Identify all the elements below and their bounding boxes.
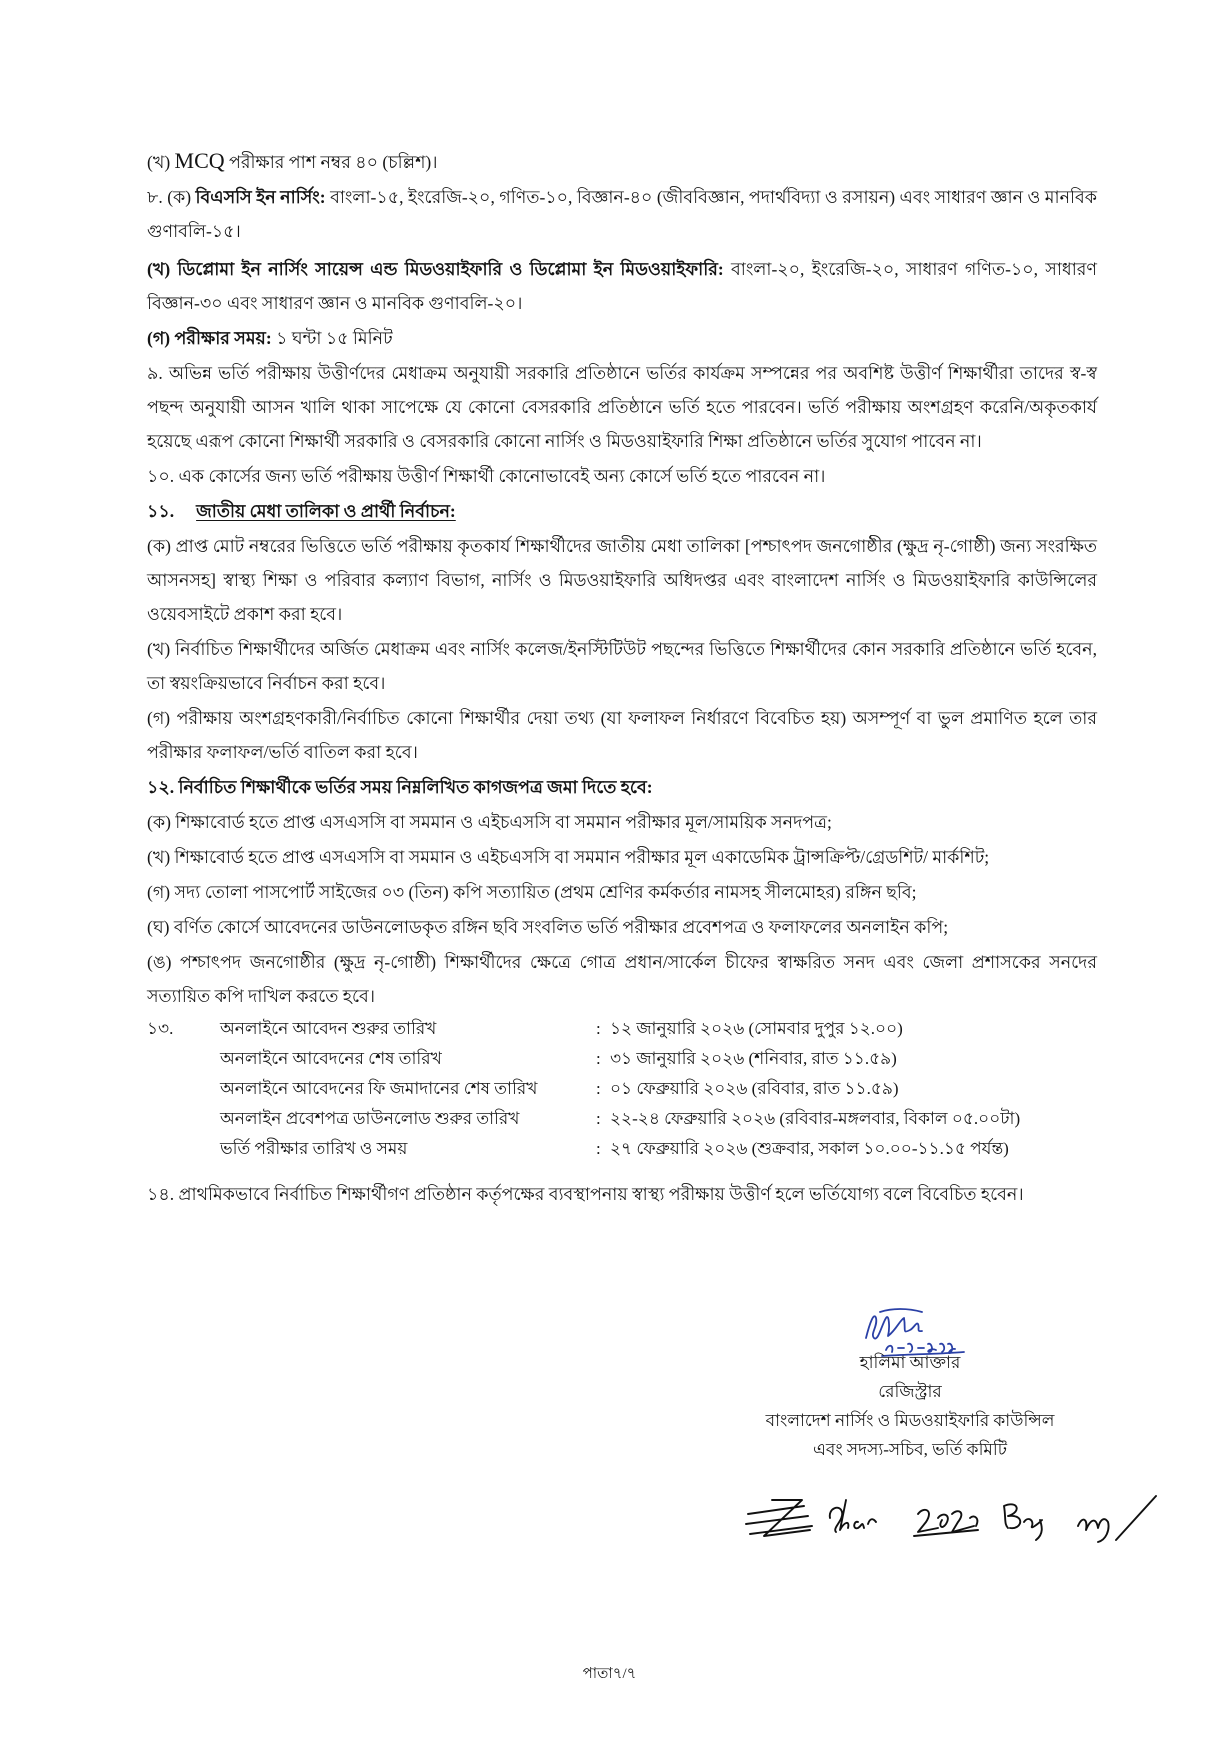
list-item: (খ) নির্বাচিত শিক্ষার্থীদের অর্জিত মেধাক্রম এবং নার্সিং কলেজ/ইনস্টিটিউট পছন্দের ভিত্তিতে শিক্ষার্থীদের কোন সরকারি প্রতিষ্ঠানে ভর্তি হবেন, তা স্বয়ংক্রিয়ভাবে নির্বাচন করা হবে। (147, 639, 1097, 693)
item-9 (147, 356, 1097, 458)
document-body (147, 144, 1097, 1217)
empty-cell (147, 1044, 220, 1074)
item-12e (147, 945, 1097, 1013)
signatory-role: এবং সদস্য-সচিব, ভর্তি কমিটি (812, 1440, 1008, 1459)
item-text: অভিন্ন ভর্তি পরীক্ষায় উত্তীর্ণদের মেধাক্রম অনুযায়ী সরকারি প্রতিষ্ঠানে ভর্তির কার্যক্রম সম্পন্নের পর অবশিষ্ট উত্তীর্ণ শিক্ষার্থীরা তাদের স্ব-স্ব পছন্দ অনুযায়ী আসন খালি থাকা সাপেক্ষে যে কোনো বেসরকারি প্রতিষ্ঠানে ভর্তি হতে পারবেন। ভর্তি পরীক্ষায় অংশগ্রহণ করেনি/অকৃতকার্য হয়েছে এরূপ কোনো শিক্ষার্থী সরকারি ও বেসরকারি কোনো নার্সিং ও মিডওয়াইফারি শিক্ষা প্রতিষ্ঠানে ভর্তির সুযোগ পাবেন না। (147, 363, 1098, 451)
item-number: ১৩. (147, 1019, 174, 1038)
list-item: (ঘ) বর্ণিত কোর্সে আবেদনের ডাউনলোডকৃত রঙ্গিন ছবি সংবলিত ভর্তি পরীক্ষার প্রবেশপত্র ও ফলাফলের অনলাইন কপি; (147, 917, 949, 937)
committee-signature-4 (1004, 1504, 1042, 1540)
item-title: বিএসসি ইন নার্সিং: (195, 187, 326, 207)
item-text: ১ ঘন্টা ১৫ মিনিট (276, 328, 393, 348)
item-title: (গ) পরীক্ষার সময়: (147, 328, 272, 348)
committee-signature-3 (914, 1510, 978, 1536)
empty-cell (147, 1134, 220, 1164)
item-text: বাংলা-১৫, ইংরেজি-২০, গণিত-১০, বিজ্ঞান-৪০ (জীববিজ্ঞান, পদার্থবিদ্যা ও রসায়ন) এবং সাধারণ জ্ঞান ও মানবিক গুণাবলি-১৫। (147, 187, 1098, 241)
item-number: ৮. (147, 187, 163, 207)
item-number: ১০. (147, 466, 175, 486)
schedule-separator: : (596, 1109, 601, 1128)
item-12c (147, 875, 1097, 909)
schedule-separator: : (596, 1049, 601, 1068)
list-item: (গ) পরীক্ষায় অংশগ্রহণকারী/নির্বাচিত কোনো শিক্ষার্থীর দেয়া তথ্য (যা ফলাফল নির্ধারণে বিবেচিত হয়) অসম্পূর্ণ বা ভুল প্রমাণিত হলে তার পরীক্ষার ফলাফল/ভর্তি বাতিল করা হবে। (147, 708, 1097, 762)
empty-cell (147, 1074, 220, 1104)
page-number: পাতা৭/৭ (582, 1666, 637, 1682)
schedule-value: ২২-২৪ ফেব্রুয়ারি ২০২৬ (রবিবার-মঙ্গলবার, বিকাল ০৫.০০টা) (610, 1109, 1021, 1128)
list-item: (খ) শিক্ষাবোর্ড হতে প্রাপ্ত এসএসসি বা সমমান ও এইচএসসি বা সমমান পরীক্ষার মূল একাডেমিক ট্রান্সক্রিপ্ট/গ্রেডশিট/ মার্কশিট; (147, 847, 990, 867)
schedule-separator: : (596, 1019, 601, 1038)
item-12d (147, 910, 1097, 944)
item-8c (147, 321, 1097, 355)
item-8a (147, 180, 1097, 248)
signatory-designation: রেজিস্ট্রার (878, 1382, 942, 1401)
item-14 (147, 1172, 1097, 1216)
list-item: (গ) সদ্য তোলা পাসপোর্ট সাইজের ০৩ (তিন) কপি সত্যায়িত (প্রথম শ্রেণির কর্মকর্তার নামসহ সীলমোহর) রঙ্গিন ছবি; (147, 882, 917, 902)
signatory-block (680, 1348, 1140, 1464)
item-8b (147, 252, 1097, 320)
committee-signature-2 (830, 1500, 876, 1532)
item-number: ৯. (147, 363, 163, 383)
signature-flourish (880, 1309, 922, 1312)
schedule-row (147, 1134, 1090, 1164)
item-11c (147, 701, 1097, 769)
item-number: ১৪. (147, 1184, 175, 1204)
schedule-value: ৩১ জানুয়ারি ২০২৬ (শনিবার, রাত ১১.৫৯) (610, 1049, 897, 1068)
signatory-name: হালিমা আক্তার (859, 1353, 961, 1372)
schedule-label: অনলাইন প্রবেশপত্র ডাউনলোড শুরুর তারিখ (220, 1109, 520, 1128)
item-number: ১১. (147, 501, 175, 521)
schedule-value: ০১ ফেব্রুয়ারি ২০২৬ (রবিবার, রাত ১১.৫৯) (610, 1079, 899, 1098)
item-text: বাংলা-২০, ইংরেজি-২০, সাধারণ গণিত-১০, সাধারণ বিজ্ঞান-৩০ এবং সাধারণ জ্ঞান ও মানবিক গুণাবলি-২০। (147, 259, 1097, 313)
item-label: (খ) (147, 152, 171, 172)
item-11-heading (147, 494, 1097, 528)
list-item: (ক) শিক্ষাবোর্ড হতে প্রাপ্ত এসএসসি বা সমমান ও এইচএসসি বা সমমান পরীক্ষার মূল/সাময়িক সনদপত্র; (147, 812, 832, 832)
signatory-organization: বাংলাদেশ নার্সিং ও মিডওয়াইফারি কাউন্সিল (765, 1411, 1055, 1430)
item-number: ১২. (147, 777, 175, 797)
schedule-row (147, 1104, 1090, 1134)
schedule-row (147, 1014, 1090, 1044)
item-title: (খ) ডিপ্লোমা ইন নার্সিং সায়েন্স এন্ড মিডওয়াইফারি ও ডিপ্লোমা ইন মিডওয়াইফারি: (147, 259, 724, 279)
item-label: (ক) (167, 187, 192, 207)
item-12a (147, 805, 1097, 839)
item-12-heading (147, 770, 1097, 804)
committee-signature-1 (746, 1500, 812, 1536)
committee-signature-5 (1078, 1496, 1156, 1542)
section-heading: জাতীয় মেধা তালিকা ও প্রার্থী নির্বাচন: (196, 501, 456, 521)
item-11a (147, 529, 1097, 631)
signature-stroke (866, 1316, 922, 1338)
committee-signatures (742, 1478, 1182, 1548)
schedule-value: ১২ জানুয়ারি ২০২৬ (সোমবার দুপুর ১২.০০) (610, 1019, 903, 1038)
item-text: পরীক্ষার পাশ নম্বর ৪০ (চল্লিশ)। (229, 152, 438, 172)
schedule-label: ভর্তি পরীক্ষার তারিখ ও সময় (220, 1139, 408, 1158)
list-item: (ঙ) পশ্চাৎপদ জনগোষ্ঠীর (ক্ষুদ্র নৃ-গোষ্ঠী) শিক্ষার্থীদের ক্ষেত্রে গোত্র প্রধান/সার্কেল চীফের স্বাক্ষরিত সনদ এবং জেলা প্রশাসকের সনদের সত্যায়িত কপি দাখিল করতে হবে। (147, 952, 1097, 1006)
schedule-separator: : (596, 1139, 601, 1158)
list-item: (ক) প্রাপ্ত মোট নম্বরের ভিত্তিতে ভর্তি পরীক্ষায় কৃতকার্য শিক্ষার্থীদের জাতীয় মেধা তালিকা [পশ্চাৎপদ জনগোষ্ঠীর (ক্ষুদ্র নৃ-গোষ্ঠী) জন্য সংরক্ষিত আসনসহ] স্বাস্থ্য শিক্ষা ও পরিবার কল্যাণ বিভাগ, নার্সিং ও মিডওয়াইফারি অধিদপ্তর এবং বাংলাদেশ নার্সিং ও মিডওয়াইফারি কাউন্সিলের ওয়েবসাইটে প্রকাশ করা হবে। (147, 536, 1097, 624)
schedule-label: অনলাইনে আবেদনের ফি জমাদানের শেষ তারিখ (220, 1079, 538, 1098)
item-7b (147, 144, 1097, 179)
section-heading: নির্বাচিত শিক্ষার্থীকে ভর্তির সময় নিম্নলিখিত কাগজপত্র জমা দিতে হবে: (178, 777, 653, 797)
schedule-row (147, 1074, 1090, 1104)
schedule-table (147, 1014, 1090, 1164)
item-text: এক কোর্সের জন্য ভর্তি পরীক্ষায় উত্তীর্ণ শিক্ষার্থী কোনোভাবেই অন্য কোর্সে ভর্তি হতে পারবেন না। (178, 466, 826, 486)
schedule-label: অনলাইনে আবেদনের শেষ তারিখ (220, 1049, 442, 1068)
schedule-row (147, 1044, 1090, 1074)
schedule-separator: : (596, 1079, 601, 1098)
item-text: প্রাথমিকভাবে নির্বাচিত শিক্ষার্থীগণ প্রতিষ্ঠান কর্তৃপক্ষের ব্যবস্থাপনায় স্বাস্থ্য পরীক্ষায় উত্তীর্ণ হলে ভর্তিযোগ্য বলে বিবেচিত হবেন। (178, 1184, 1024, 1204)
schedule-label: অনলাইনে আবেদন শুরুর তারিখ (220, 1019, 437, 1038)
item-11b (147, 632, 1097, 700)
item-10 (147, 459, 1097, 493)
empty-cell (147, 1104, 220, 1134)
item-12b (147, 840, 1097, 874)
mcq-term: MCQ (174, 148, 225, 173)
schedule-value: ২৭ ফেব্রুয়ারি ২০২৬ (শুক্রবার, সকাল ১০.০০-১১.১৫ পর্যন্ত) (610, 1139, 1009, 1158)
